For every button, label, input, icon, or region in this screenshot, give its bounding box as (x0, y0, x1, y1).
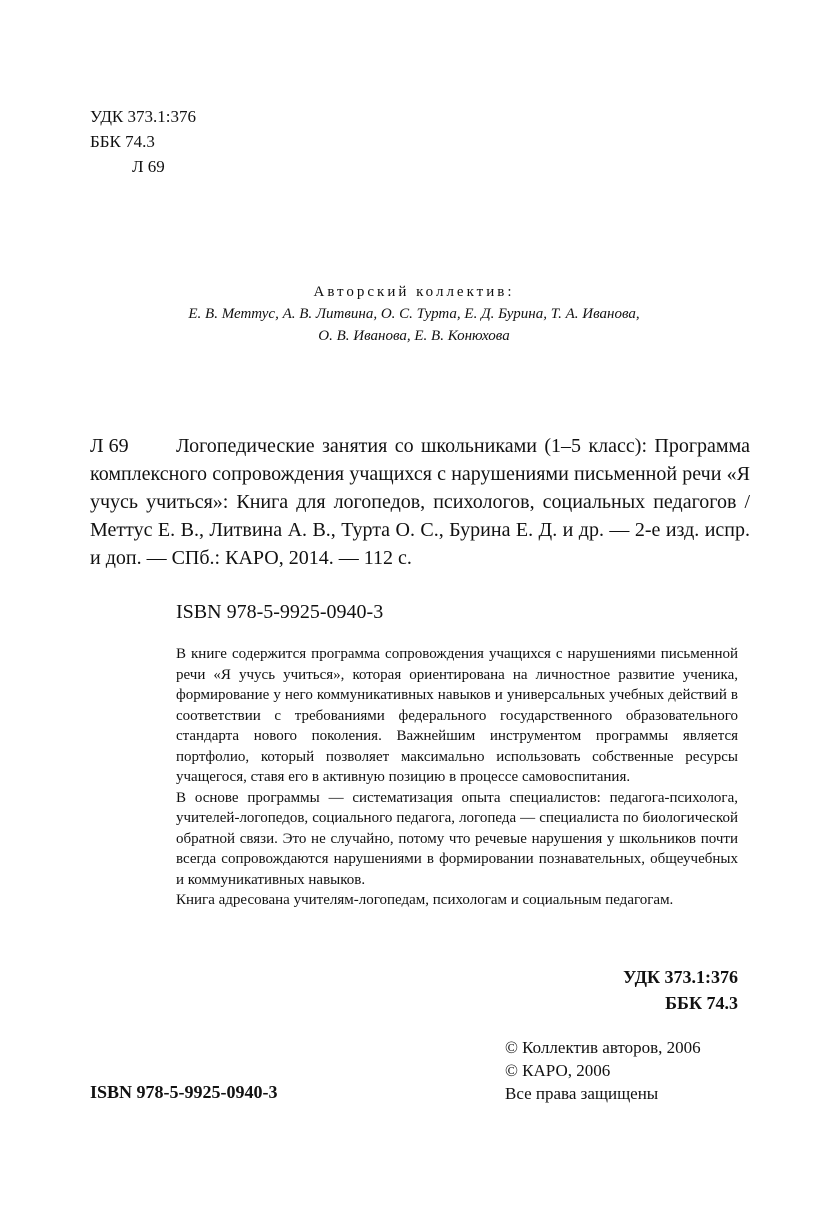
authors-line-2: О. В. Иванова, Е. В. Конюхова (318, 328, 510, 344)
author-mark: Л 69 (132, 157, 165, 176)
authors-line-1: Е. В. Меттус, А. В. Литвина, О. С. Турта, Е. Д. Бурина, Т. А. Иванова, (188, 306, 640, 322)
authors-heading: Авторский коллектив: (313, 284, 515, 300)
annotation-paragraph-2: В основе программы — систематизация опыта специалистов: педагога-психолога, учителей-логопедов, социального педагога, логопеда — специалиста по биологической обратной связи. Это не случайно, потому что речевые нарушения у школьников почти всегда сопровождаются нарушениями в формировании познавательных, общеучебных и коммуникативных навыков. (176, 789, 738, 888)
classification-codes (90, 104, 196, 179)
isbn-bottom: ISBN 978-5-9925-0940-3 (90, 1082, 278, 1102)
bottom-udk-code: УДК 373.1:376 (623, 967, 738, 987)
udk-code: УДК 373.1:376 (90, 107, 196, 126)
annotation (176, 644, 738, 911)
annotation-paragraph-1: В книге содержится программа сопровождения учащихся с нарушениями письменной речи «Я учусь учиться», которая ориентирована на личностное развитие ученика, формирование у него коммуникативных навыков и универсальных учебных действий в соответствии с требованиями федерального государственного образовательного стандарта нового поколения. Важнейшим инструментом программы является портфолио, который позволяет максимально использовать собственные ресурсы учащегося, ставя его в активную позицию в процессе самовоспитания. (176, 646, 738, 785)
bottom-classification-codes (623, 964, 738, 1016)
bibliographic-description: Логопедические занятия со школьниками (1–5 класс): Программа комплексного сопровождения учащихся с нарушениями письменной речи «Я учусь учиться»: Книга для логопедов, психологов, социальных педагогов / Меттус Е. В., Литвина А. В., Турта О. С., Бурина Е. Д. и др. — 2-е изд. испр. и доп. — СПб.: КАРО, 2014. — 112 с. (90, 435, 750, 569)
annotation-paragraph-3: Книга адресована учителям-логопедам, психологам и социальным педагогам. (176, 892, 674, 908)
copyright-authors: © Коллектив авторов, 2006 (505, 1038, 701, 1057)
bottom-bbk-code: ББК 74.3 (665, 993, 738, 1013)
bbk-code: ББК 74.3 (90, 132, 155, 151)
isbn-main: ISBN 978-5-9925-0940-3 (176, 601, 384, 623)
bibliographic-record (90, 432, 750, 572)
copyright-publisher: © КАРО, 2006 (505, 1061, 611, 1080)
authors-block (0, 281, 828, 347)
rights-reserved: Все права защищены (505, 1084, 659, 1103)
bibliographic-mark: Л 69 (90, 435, 129, 457)
copyright-block (505, 1036, 701, 1105)
